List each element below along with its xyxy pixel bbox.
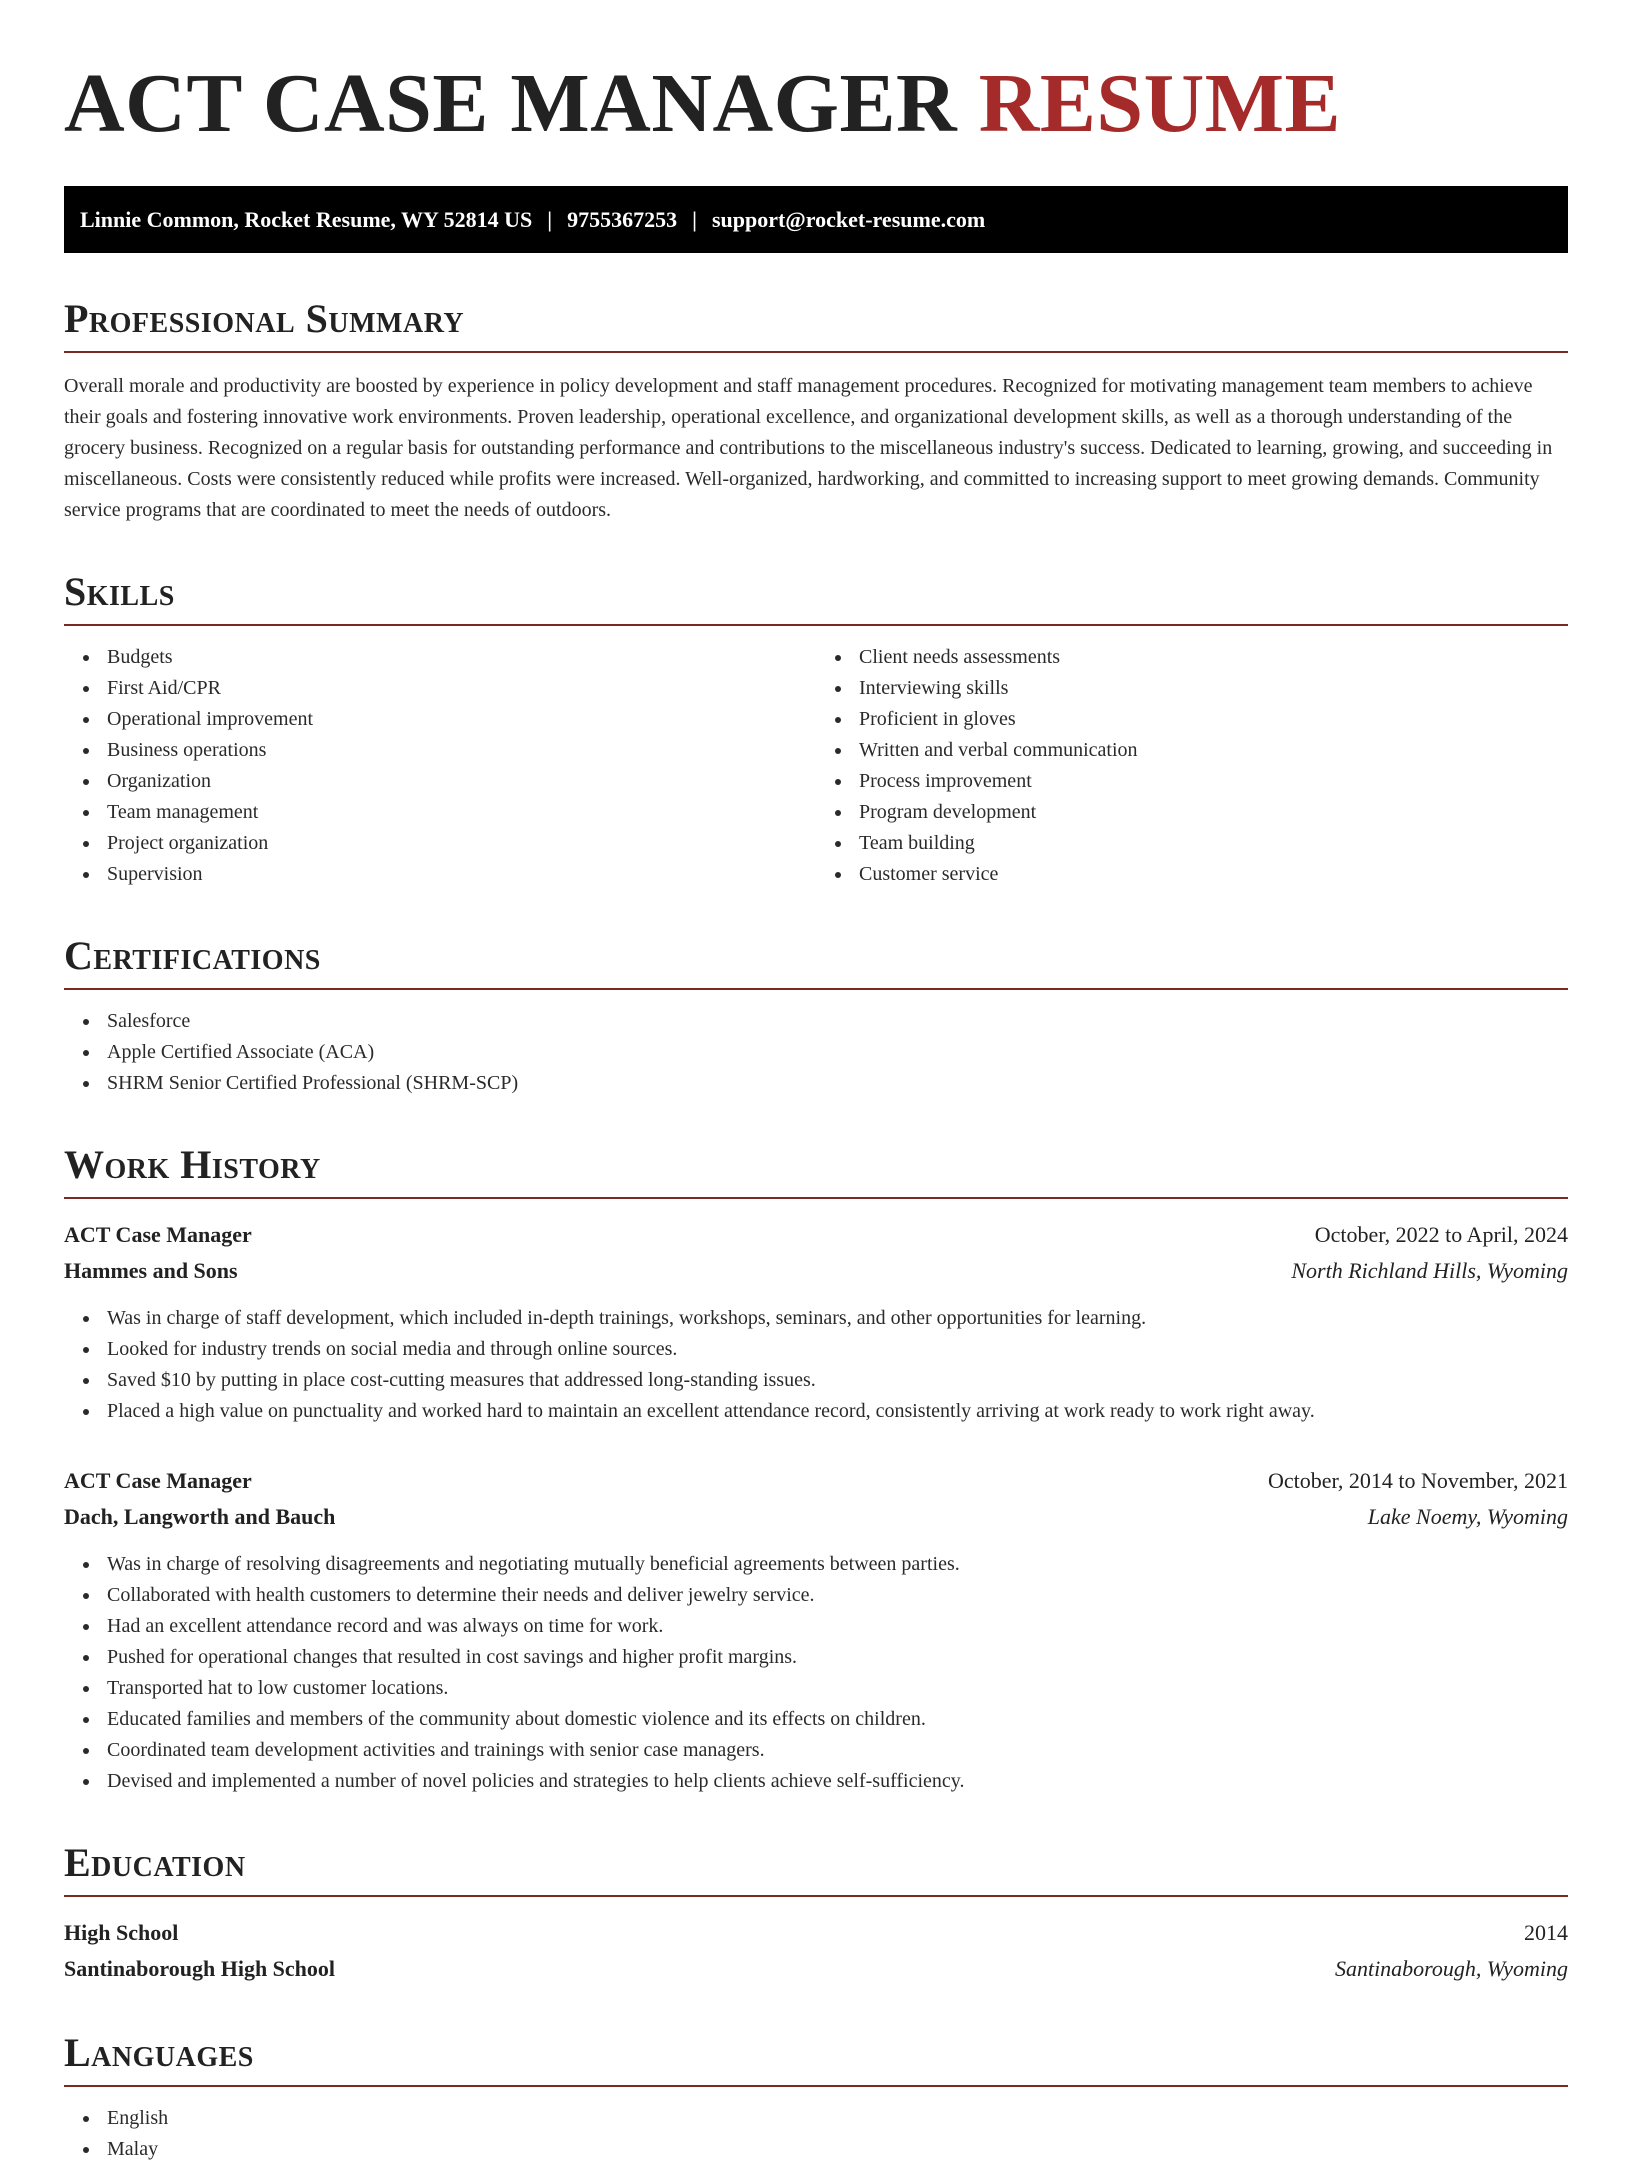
list-item: Saved $10 by putting in place cost-cutting measures that addressed long-standing issues. [107,1365,1568,1396]
title-main: ACT CASE MANAGER [64,57,958,150]
list-item: Transported hat to low customer locations. [107,1673,1568,1704]
list-item: Team management [107,797,816,828]
job-location: North Richland Hills, Wyoming [1291,1258,1568,1283]
list-item: Coordinated team development activities and trainings with senior case managers. [107,1735,1568,1766]
skills-grid [64,626,1568,890]
list-item: Budgets [107,642,816,673]
contact-bar [64,186,1568,253]
work-history-heading: Work History [64,1143,1568,1199]
languages-section [64,2031,1568,2165]
education-heading: Education [64,1841,1568,1897]
list-item: First Aid/CPR [107,673,816,704]
list-item: Customer service [859,859,1568,890]
job-title: ACT Case Manager [64,1468,252,1493]
list-item: Apple Certified Associate (ACA) [107,1037,1568,1068]
list-item: Organization [107,766,816,797]
education-location: Santinaborough, Wyoming [1334,1956,1568,1981]
education-degree: High School [64,1920,179,1945]
list-item: Had an excellent attendance record and was always on time for work. [107,1611,1568,1642]
certifications-section [64,934,1568,1099]
skills-section [64,570,1568,890]
list-item: Business operations [107,735,816,766]
list-item: SHRM Senior Certified Professional (SHRM-SCP) [107,1068,1568,1099]
list-item: Collaborated with health customers to determine their needs and deliver jewelry service. [107,1580,1568,1611]
list-item: Malay [107,2134,1568,2165]
job-header-row [64,1217,1568,1253]
job-entry [64,1217,1568,1427]
job-title: ACT Case Manager [64,1222,252,1247]
list-item: Team building [859,828,1568,859]
job-company: Dach, Langworth and Bauch [64,1504,336,1529]
list-item: Devised and implemented a number of novel policies and strategies to help clients achieve self-sufficiency. [107,1766,1568,1797]
languages-heading: Languages [64,2031,1568,2087]
contact-separator: | [547,206,553,232]
certifications-list [64,1006,1568,1099]
job-bullets [64,1549,1568,1797]
list-item: Written and verbal communication [859,735,1568,766]
list-item: Placed a high value on punctuality and worked hard to maintain an excellent attendance record, consistently arriving at work ready to work right away. [107,1396,1568,1427]
list-item: Project organization [107,828,816,859]
list-item: Salesforce [107,1006,1568,1037]
skills-heading: Skills [64,570,1568,626]
title-accent: RESUME [978,57,1342,150]
list-item: Client needs assessments [859,642,1568,673]
job-dates: October, 2022 to April, 2024 [1314,1222,1568,1247]
list-item: Operational improvement [107,704,816,735]
summary-text: Overall morale and productivity are boosted by experience in policy development and staff management procedures. Recognized for motivating management team members to achieve their goals and fostering innovative work environments. Proven leadership, operational excellence, and organizational development skills, as well as a thorough understanding of the grocery business. Recognized on a regular basis for outstanding performance and contributions to the miscellaneous industry's success. Dedicated to learning, growing, and succeeding in miscellaneous. Costs were consistently reduced while profits were increased. Well-organized, hardworking, and committed to increasing support to meet growing demands. Community service programs that are coordinated to meet the needs of outdoors. [64,375,1553,521]
education-degree-row [64,1915,1568,1951]
job-header-row [64,1463,1568,1499]
education-school-row [64,1951,1568,1987]
job-company-row [64,1253,1568,1289]
languages-list [64,2103,1568,2165]
list-item: Supervision [107,859,816,890]
contact-phone: 9755367253 [567,206,678,232]
list-item: Process improvement [859,766,1568,797]
job-location: Lake Noemy, Wyoming [1367,1504,1568,1529]
contact-address: Linnie Common, Rocket Resume, WY 52814 US [80,206,533,232]
list-item: Interviewing skills [859,673,1568,704]
skills-list-right [816,642,1568,890]
contact-email: support@rocket-resume.com [711,206,986,232]
job-company-row [64,1499,1568,1535]
list-item: Looked for industry trends on social media and through online sources. [107,1334,1568,1365]
work-history-section [64,1143,1568,1797]
education-section [64,1841,1568,1987]
job-bullets [64,1303,1568,1427]
job-company: Hammes and Sons [64,1258,238,1283]
list-item: Proficient in gloves [859,704,1568,735]
page-title [64,56,1568,152]
summary-heading: Professional Summary [64,297,1568,353]
skills-list-left [64,642,816,890]
education-year: 2014 [1524,1920,1568,1945]
list-item: English [107,2103,1568,2134]
list-item: Was in charge of staff development, which included in-depth trainings, workshops, seminars, and other opportunities for learning. [107,1303,1568,1334]
certifications-heading: Certifications [64,934,1568,990]
education-entry [64,1915,1568,1987]
list-item: Pushed for operational changes that resulted in cost savings and higher profit margins. [107,1642,1568,1673]
list-item: Program development [859,797,1568,828]
summary-section [64,297,1568,526]
education-school: Santinaborough High School [64,1956,336,1981]
list-item: Was in charge of resolving disagreements and negotiating mutually beneficial agreements between parties. [107,1549,1568,1580]
list-item: Educated families and members of the community about domestic violence and its effects on children. [107,1704,1568,1735]
job-entry [64,1463,1568,1797]
job-dates: October, 2014 to November, 2021 [1267,1468,1568,1493]
contact-separator: | [692,206,697,232]
